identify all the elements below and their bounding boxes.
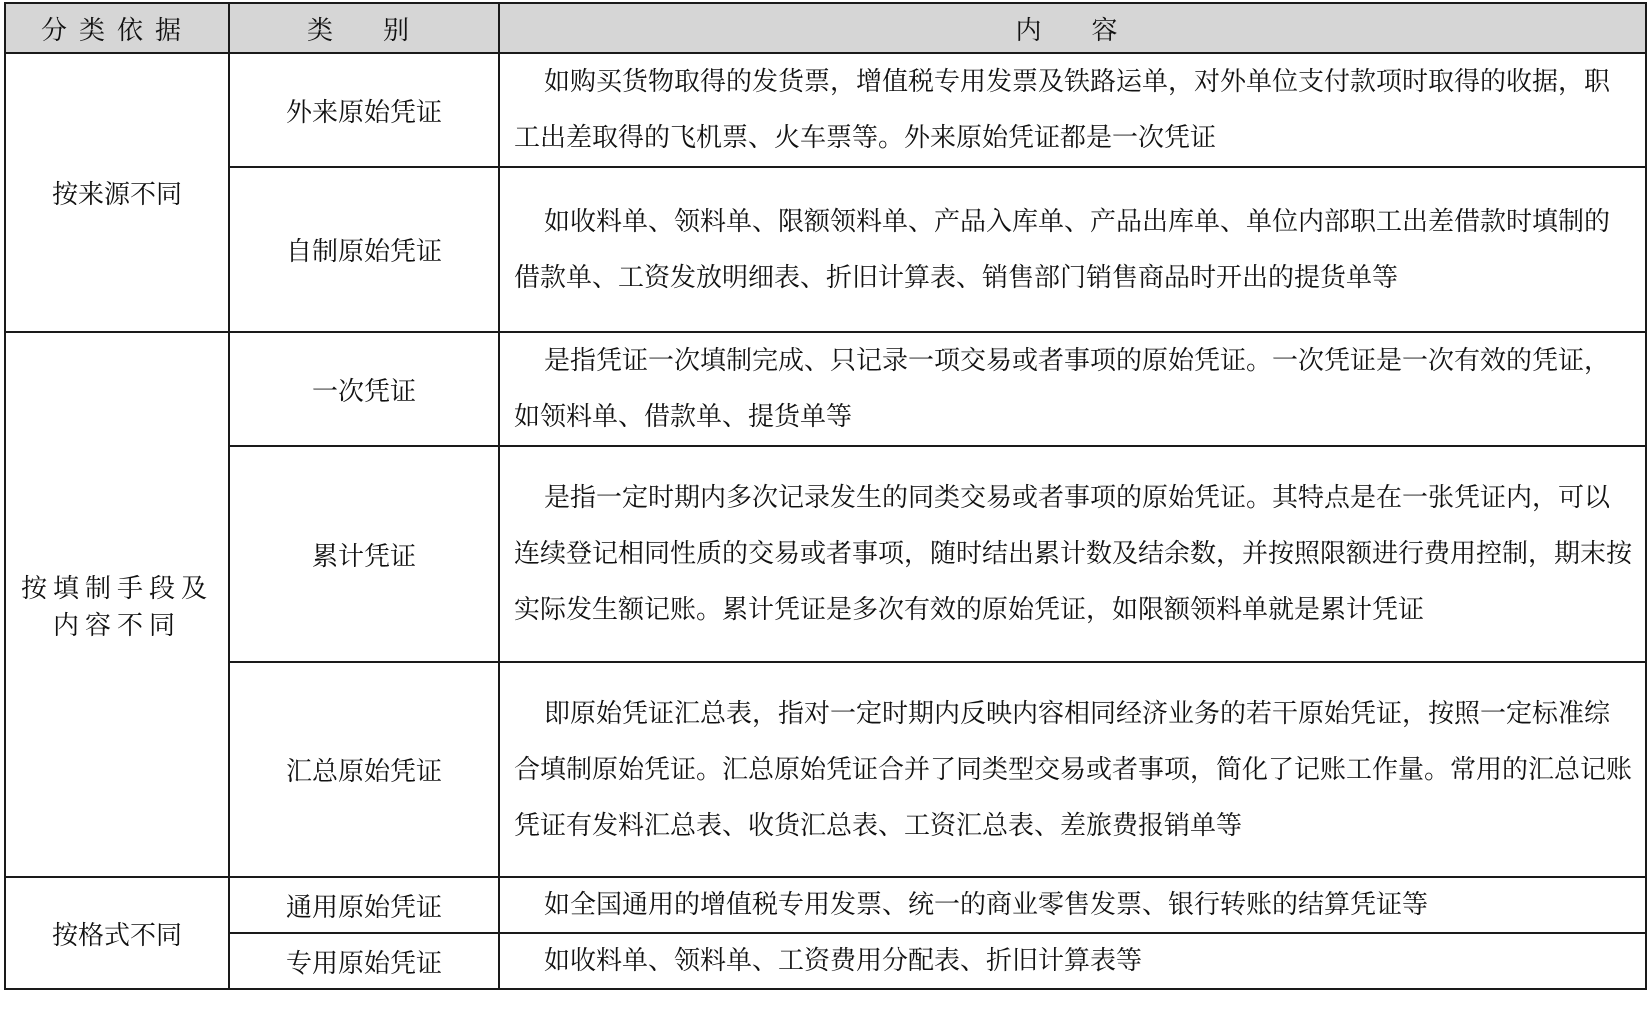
content-cell: 即原始凭证汇总表，指对一定时期内反映内容相同经济业务的若干原始凭证，按照一定标准综合填制原始凭证。汇总原始凭证合并了同类型交易或者事项，简化了记账工作量。常用的汇总记账凭证有发料汇总表、收货汇总表、工资汇总表、差旅费报销单等 — [499, 662, 1646, 877]
category-cell: 自制原始凭证 — [229, 167, 499, 332]
basis-cell-format: 按格式不同 — [5, 877, 229, 989]
basis-cell-source: 按来源不同 — [5, 53, 229, 332]
content-cell: 如全国通用的增值税专用发票、统一的商业零售发票、银行转账的结算凭证等 — [499, 877, 1646, 933]
table-row — [5, 167, 1646, 332]
basis-cell-method: 按填制手段及内容不同 — [5, 332, 229, 877]
table-row — [5, 446, 1646, 662]
content-cell: 如购买货物取得的发货票，增值税专用发票及铁路运单，对外单位支付款项时取得的收据，职工出差取得的飞机票、火车票等。外来原始凭证都是一次凭证 — [499, 53, 1646, 167]
category-cell: 外来原始凭证 — [229, 53, 499, 167]
table-row — [5, 933, 1646, 989]
content-cell: 是指凭证一次填制完成、只记录一项交易或者事项的原始凭证。一次凭证是一次有效的凭证，如领料单、借款单、提货单等 — [499, 332, 1646, 446]
content-cell: 是指一定时期内多次记录发生的同类交易或者事项的原始凭证。其特点是在一张凭证内，可以连续登记相同性质的交易或者事项，随时结出累计数及结余数，并按照限额进行费用控制，期末按实际发生额记账。累计凭证是多次有效的原始凭证，如限额领料单就是累计凭证 — [499, 446, 1646, 662]
category-cell: 一次凭证 — [229, 332, 499, 446]
table-row — [5, 877, 1646, 933]
header-row — [5, 3, 1646, 53]
content-cell: 如收料单、领料单、限额领料单、产品入库单、产品出库单、单位内部职工出差借款时填制的借款单、工资发放明细表、折旧计算表、销售部门销售商品时开出的提货单等 — [499, 167, 1646, 332]
category-cell: 汇总原始凭证 — [229, 662, 499, 877]
table-row — [5, 53, 1646, 167]
header-category: 类 别 — [229, 3, 499, 53]
document-page — [4, 2, 1645, 990]
table-row — [5, 332, 1646, 446]
header-content: 内 容 — [499, 3, 1646, 53]
category-cell: 累计凭证 — [229, 446, 499, 662]
content-cell: 如收料单、领料单、工资费用分配表、折旧计算表等 — [499, 933, 1646, 989]
category-cell: 通用原始凭证 — [229, 877, 499, 933]
voucher-classification-table — [4, 2, 1647, 990]
header-basis: 分类依据 — [5, 3, 229, 53]
category-cell: 专用原始凭证 — [229, 933, 499, 989]
table-row — [5, 662, 1646, 877]
